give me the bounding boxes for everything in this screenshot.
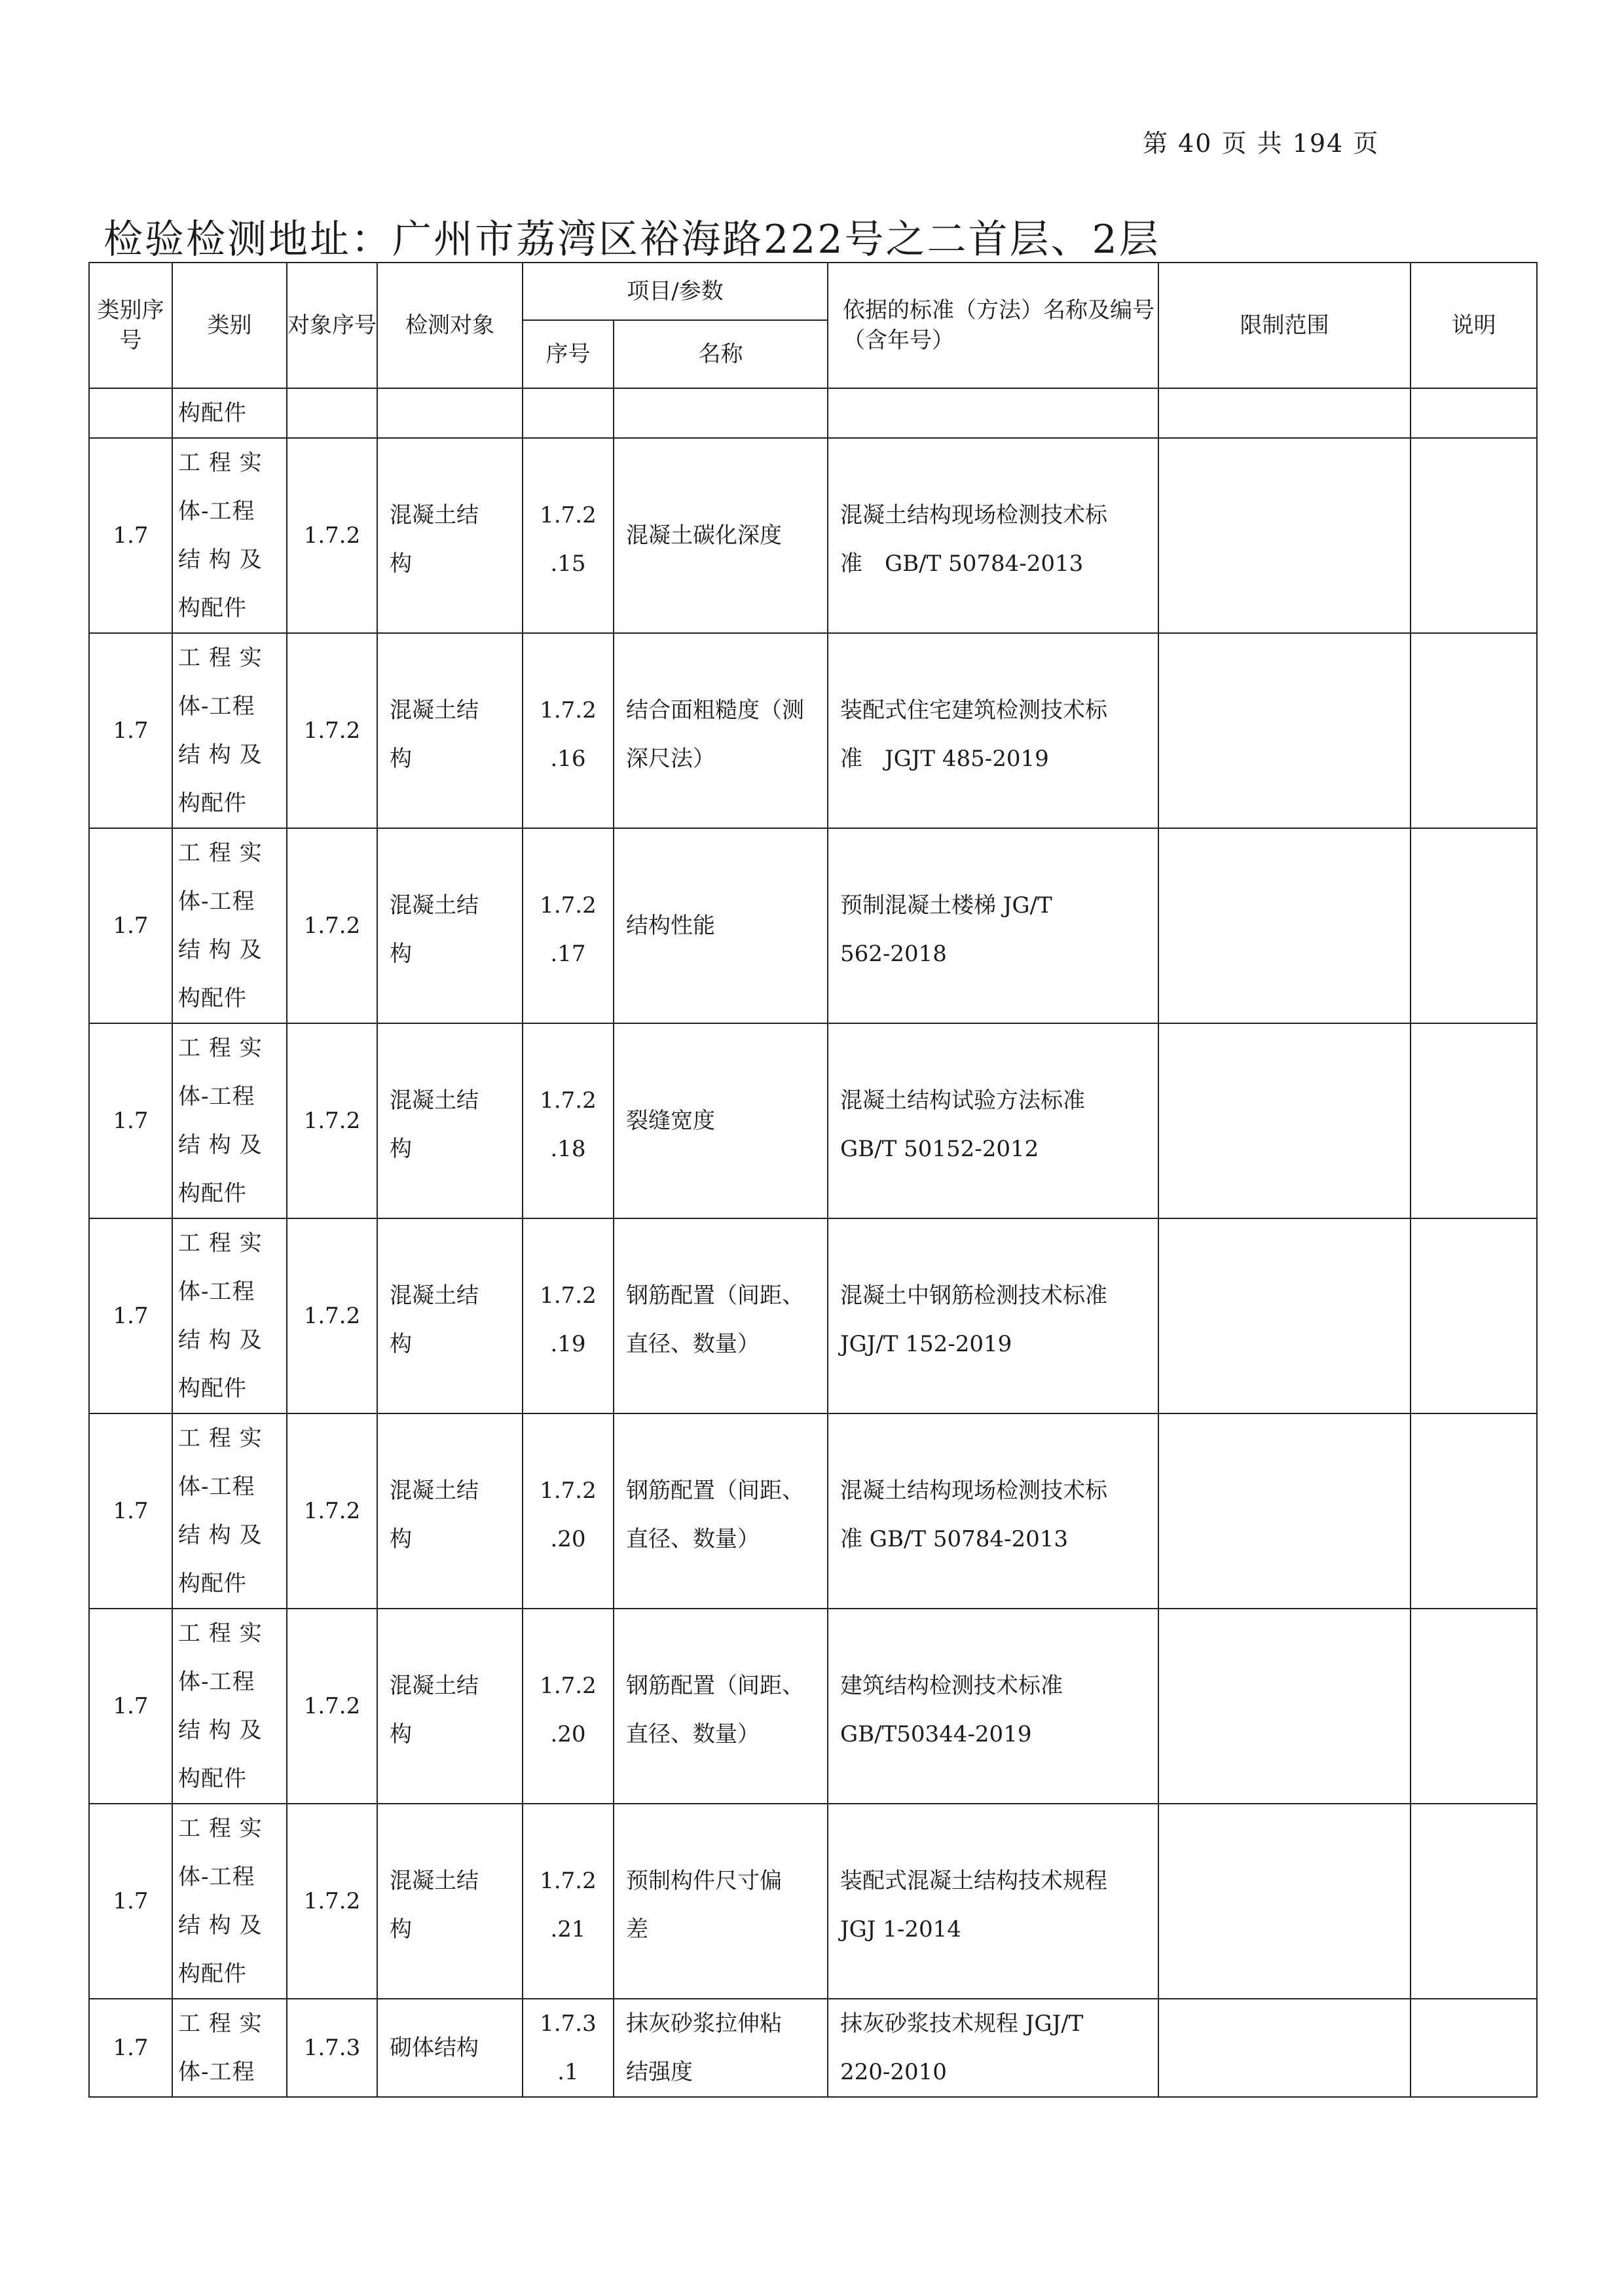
cell-parameter-number — [523, 828, 614, 1023]
table-row — [89, 1218, 1537, 1413]
cell-test-object — [377, 1609, 523, 1804]
cell-parameter-name-line: 直径、数量） — [626, 1721, 760, 1747]
cell-category-line: 结 构 及 — [178, 1912, 263, 1939]
cell-category-line: 体-工程 — [178, 498, 255, 524]
cell-category-line: 工 程 实 — [178, 1620, 263, 1647]
cell-standard — [828, 438, 1158, 633]
cell-test-object — [377, 1023, 523, 1218]
cell-parameter-number — [523, 1609, 614, 1804]
cell-category — [172, 438, 287, 633]
cell-test-object-line: 构 — [390, 746, 412, 772]
cell-parameter-number-line: .16 — [550, 746, 586, 772]
cell-category-line: 工 程 实 — [178, 840, 263, 866]
cell-parameter-number-line: 1.7.2 — [540, 1283, 597, 1309]
cell-object-number: 1.7.2 — [287, 1218, 377, 1413]
cell-standard-line: 准 GB/T 50784-2013 — [840, 551, 1084, 577]
cell-category-line: 结 构 及 — [178, 1132, 263, 1158]
cell-category-line: 构配件 — [178, 1571, 247, 1597]
cell-category-number: 1.7 — [89, 1804, 172, 1999]
cell-standard-line: 准 JGJT 485-2019 — [840, 746, 1049, 772]
cell-parameter-name — [614, 1804, 828, 1999]
cell-standard — [828, 1609, 1158, 1804]
cell-category-line: 结 构 及 — [178, 742, 263, 768]
table-row — [89, 1023, 1537, 1218]
cell-parameter-name-line: 混凝土碳化深度 — [626, 522, 782, 549]
cell-limit-range — [1158, 1218, 1411, 1413]
cell-parameter-number-line: 1.7.2 — [540, 697, 597, 723]
cell-category-line: 工 程 实 — [178, 450, 263, 476]
cell-category-line: 结 构 及 — [178, 1327, 263, 1353]
cell-note — [1411, 1999, 1537, 2097]
cell-category — [172, 633, 287, 828]
cell-test-object-line: 构 — [390, 551, 412, 577]
cell-limit-range — [1158, 633, 1411, 828]
header-parameter-number: 序号 — [523, 320, 614, 388]
cell-note — [1411, 1413, 1537, 1609]
cell-object-number: 1.7.2 — [287, 1023, 377, 1218]
cell-category-line: 工 程 实 — [178, 645, 263, 671]
table-row — [89, 828, 1537, 1023]
header-note: 说明 — [1411, 263, 1537, 388]
header-category-number: 类别序号 — [89, 263, 172, 388]
cell-parameter-number — [523, 1023, 614, 1218]
cell-standard — [828, 388, 1158, 438]
cell-parameter-number-line: .18 — [550, 1136, 586, 1162]
cell-standard — [828, 828, 1158, 1023]
cell-category-line: 工 程 实 — [178, 2011, 263, 2037]
table-row — [89, 1609, 1537, 1804]
cell-test-object-line: 混凝土结 — [390, 1087, 479, 1114]
cell-category — [172, 1804, 287, 1999]
header-test-object: 检测对象 — [377, 263, 523, 388]
cell-parameter-number-line: .21 — [550, 1916, 586, 1942]
cell-category — [172, 1413, 287, 1609]
cell-category-line: 体-工程 — [178, 1669, 255, 1695]
cell-parameter-number — [523, 1413, 614, 1609]
cell-object-number: 1.7.2 — [287, 633, 377, 828]
cell-limit-range — [1158, 1413, 1411, 1609]
cell-parameter-name — [614, 1023, 828, 1218]
cell-parameter-name — [614, 828, 828, 1023]
cell-object-number: 1.7.2 — [287, 828, 377, 1023]
cell-category-line: 工 程 实 — [178, 1425, 263, 1451]
cell-limit-range — [1158, 1023, 1411, 1218]
cell-parameter-name — [614, 388, 828, 438]
cell-standard-line: 220-2010 — [840, 2059, 947, 2085]
cell-parameter-number-line: .20 — [550, 1721, 586, 1747]
cell-category-line: 结 构 及 — [178, 1717, 263, 1743]
cell-category-line: 构配件 — [178, 985, 247, 1011]
cell-note — [1411, 438, 1537, 633]
cell-category-line: 构配件 — [178, 1180, 247, 1207]
cell-parameter-number — [523, 1218, 614, 1413]
cell-test-object-line: 混凝土结 — [390, 1868, 479, 1894]
cell-category-number: 1.7 — [89, 1218, 172, 1413]
cell-parameter-number-line: .1 — [557, 2059, 579, 2085]
cell-test-object-line: 构 — [390, 1721, 412, 1747]
cell-parameter-name — [614, 1999, 828, 2097]
cell-limit-range — [1158, 828, 1411, 1023]
cell-object-number — [287, 388, 377, 438]
header-parameter-name: 名称 — [614, 320, 828, 388]
cell-test-object-line: 构 — [390, 1526, 412, 1552]
cell-standard-line: 混凝土结构现场检测技术标 — [840, 502, 1107, 528]
header-object-number: 对象序号 — [287, 263, 377, 388]
cell-parameter-name-line: 直径、数量） — [626, 1331, 760, 1357]
cell-parameter-name — [614, 1609, 828, 1804]
cell-standard-line: 装配式住宅建筑检测技术标 — [840, 697, 1107, 723]
cell-test-object — [377, 388, 523, 438]
cell-standard-line: 装配式混凝土结构技术规程 — [840, 1868, 1107, 1894]
cell-standard-line: 混凝土中钢筋检测技术标准 — [840, 1283, 1107, 1309]
cell-test-object — [377, 828, 523, 1023]
cell-test-object-line: 构 — [390, 1331, 412, 1357]
cell-test-object-line: 混凝土结 — [390, 697, 479, 723]
cell-category-line: 结 构 及 — [178, 547, 263, 573]
cell-note — [1411, 828, 1537, 1023]
cell-standard-line: GB/T 50152-2012 — [840, 1136, 1039, 1162]
cell-category-number: 1.7 — [89, 1023, 172, 1218]
cell-test-object-line: 构 — [390, 941, 412, 967]
cell-test-object-line: 构 — [390, 1136, 412, 1162]
cell-test-object — [377, 1413, 523, 1609]
cell-category-line: 工 程 实 — [178, 1815, 263, 1842]
cell-note — [1411, 1804, 1537, 1999]
cell-category-line: 工 程 实 — [178, 1230, 263, 1256]
cell-category-line: 体-工程 — [178, 1084, 255, 1110]
cell-category-line: 结 构 及 — [178, 1522, 263, 1548]
cell-category: 构配件 — [172, 388, 287, 438]
cell-parameter-number — [523, 633, 614, 828]
cell-parameter-name-line: 钢筋配置（间距、 — [626, 1283, 804, 1309]
cell-parameter-name-line: 深尺法） — [626, 746, 715, 772]
table-row — [89, 1413, 1537, 1609]
cell-parameter-number-line: 1.7.3 — [540, 2011, 597, 2037]
cell-standard — [828, 1999, 1158, 2097]
cell-parameter-name — [614, 633, 828, 828]
cell-category-number: 1.7 — [89, 828, 172, 1023]
cell-parameter-name-line: 结合面粗糙度（测 — [626, 697, 804, 723]
cell-category — [172, 1023, 287, 1218]
cell-parameter-name-line: 直径、数量） — [626, 1526, 760, 1552]
table-row — [89, 1804, 1537, 1999]
header-parameter-group: 项目/参数 — [523, 263, 828, 320]
cell-standard-line: 准 GB/T 50784-2013 — [840, 1526, 1069, 1552]
cell-parameter-number — [523, 438, 614, 633]
cell-object-number: 1.7.2 — [287, 1804, 377, 1999]
cell-test-object — [377, 1218, 523, 1413]
cell-test-object-line: 砌体结构 — [390, 2035, 479, 2061]
header-standard: 依据的标准（方法）名称及编号（含年号） — [828, 263, 1158, 388]
cell-object-number: 1.7.2 — [287, 1609, 377, 1804]
table-row — [89, 1999, 1537, 2097]
cell-standard-line: JGJ/T 152-2019 — [840, 1331, 1012, 1357]
cell-parameter-number-line: 1.7.2 — [540, 1868, 597, 1894]
cell-parameter-number — [523, 388, 614, 438]
cell-note — [1411, 388, 1537, 438]
cell-standard — [828, 1413, 1158, 1609]
cell-limit-range — [1158, 388, 1411, 438]
cell-category-line: 构配件 — [178, 1766, 247, 1792]
cell-standard — [828, 1218, 1158, 1413]
cell-standard — [828, 1023, 1158, 1218]
cell-standard-line: 抹灰砂浆技术规程 JGJ/T — [840, 2011, 1084, 2037]
cell-category — [172, 828, 287, 1023]
cell-parameter-name-line: 结强度 — [626, 2059, 693, 2085]
cell-object-number: 1.7.2 — [287, 1413, 377, 1609]
cell-test-object-line: 混凝土结 — [390, 502, 479, 528]
cell-limit-range — [1158, 438, 1411, 633]
cell-standard — [828, 1804, 1158, 1999]
cell-standard-line: 混凝土结构试验方法标准 — [840, 1087, 1085, 1114]
page-number: 第 40 页 共 194 页 — [1143, 129, 1380, 158]
table-row — [89, 633, 1537, 828]
cell-category-line: 构配件 — [178, 790, 247, 816]
cell-parameter-number-line: 1.7.2 — [540, 1087, 597, 1114]
cell-category-number: 1.7 — [89, 1999, 172, 2097]
cell-standard-line: 混凝土结构现场检测技术标 — [840, 1478, 1107, 1504]
cell-category — [172, 1218, 287, 1413]
cell-parameter-number-line: .20 — [550, 1526, 586, 1552]
cell-test-object-line: 混凝土结 — [390, 892, 479, 919]
cell-test-object-line: 混凝土结 — [390, 1673, 479, 1699]
cell-test-object-line: 混凝土结 — [390, 1478, 479, 1504]
cell-standard-line: GB/T50344-2019 — [840, 1721, 1032, 1747]
table-body — [89, 388, 1537, 2097]
cell-parameter-number-line: .15 — [550, 551, 586, 577]
cell-parameter-number-line: .19 — [550, 1331, 586, 1357]
cell-parameter-name — [614, 438, 828, 633]
cell-category-line: 体-工程 — [178, 1279, 255, 1305]
cell-note — [1411, 1609, 1537, 1804]
table-row — [89, 438, 1537, 633]
cell-parameter-name-line: 预制构件尺寸偏 — [626, 1868, 782, 1894]
cell-test-object — [377, 1999, 523, 2097]
cell-test-object — [377, 438, 523, 633]
cell-parameter-number-line: .17 — [550, 941, 586, 967]
header-row — [89, 263, 1537, 320]
cell-object-number: 1.7.2 — [287, 438, 377, 633]
cell-category-number: 1.7 — [89, 1609, 172, 1804]
cell-category-line: 构配件 — [178, 1376, 247, 1402]
cell-limit-range — [1158, 1609, 1411, 1804]
cell-parameter-number-line: 1.7.2 — [540, 502, 597, 528]
cell-parameter-number — [523, 1999, 614, 2097]
cell-category-number: 1.7 — [89, 438, 172, 633]
cell-test-object-line: 构 — [390, 1916, 412, 1942]
cell-standard-line: 预制混凝土楼梯 JG/T — [840, 892, 1052, 919]
cell-parameter-name — [614, 1413, 828, 1609]
cell-test-object — [377, 633, 523, 828]
cell-parameter-name-line: 差 — [626, 1916, 648, 1942]
cell-standard-line: 562-2018 — [840, 941, 947, 967]
cell-parameter-name-line: 钢筋配置（间距、 — [626, 1478, 804, 1504]
cell-category-line: 构配件 — [178, 1961, 247, 1987]
header-limit-range: 限制范围 — [1158, 263, 1411, 388]
cell-category — [172, 1609, 287, 1804]
cell-category-line: 工 程 实 — [178, 1035, 263, 1061]
cell-category-line: 体-工程 — [178, 1474, 255, 1500]
cell-parameter-number — [523, 1804, 614, 1999]
cell-parameter-name-line: 钢筋配置（间距、 — [626, 1673, 804, 1699]
cell-category-number: 1.7 — [89, 1413, 172, 1609]
cell-standard-line: 建筑结构检测技术标准 — [840, 1673, 1063, 1699]
cell-category-line: 构配件 — [178, 595, 247, 621]
cell-limit-range — [1158, 1999, 1411, 2097]
cell-standard — [828, 633, 1158, 828]
inspection-scope-table — [88, 262, 1538, 2098]
cell-parameter-number-line: 1.7.2 — [540, 892, 597, 919]
cell-test-object-line: 混凝土结 — [390, 1283, 479, 1309]
cell-parameter-number-line: 1.7.2 — [540, 1478, 597, 1504]
cell-parameter-name-line: 结构性能 — [626, 913, 715, 939]
cell-category-number: 1.7 — [89, 633, 172, 828]
header-category: 类别 — [172, 263, 287, 388]
cell-category-line: 结 构 及 — [178, 937, 263, 963]
cell-category-number — [89, 388, 172, 438]
cell-parameter-name-line: 裂缝宽度 — [626, 1108, 715, 1134]
cell-category-line: 体-工程 — [178, 2059, 255, 2085]
cell-object-number: 1.7.3 — [287, 1999, 377, 2097]
cell-parameter-number-line: 1.7.2 — [540, 1673, 597, 1699]
cell-note — [1411, 1023, 1537, 1218]
page-title: 检验检测地址：广州市荔湾区裕海路222号之二首层、2层 — [103, 217, 1160, 263]
cell-limit-range — [1158, 1804, 1411, 1999]
cell-parameter-name — [614, 1218, 828, 1413]
cell-standard-line: JGJ 1-2014 — [840, 1916, 961, 1942]
table-row-continued — [89, 388, 1537, 438]
cell-category — [172, 1999, 287, 2097]
cell-category-line: 体-工程 — [178, 693, 255, 720]
cell-category-line: 体-工程 — [178, 888, 255, 915]
cell-note — [1411, 633, 1537, 828]
cell-note — [1411, 1218, 1537, 1413]
cell-category-line: 体-工程 — [178, 1864, 255, 1890]
cell-parameter-name-line: 抹灰砂浆拉伸粘 — [626, 2011, 782, 2037]
cell-test-object — [377, 1804, 523, 1999]
